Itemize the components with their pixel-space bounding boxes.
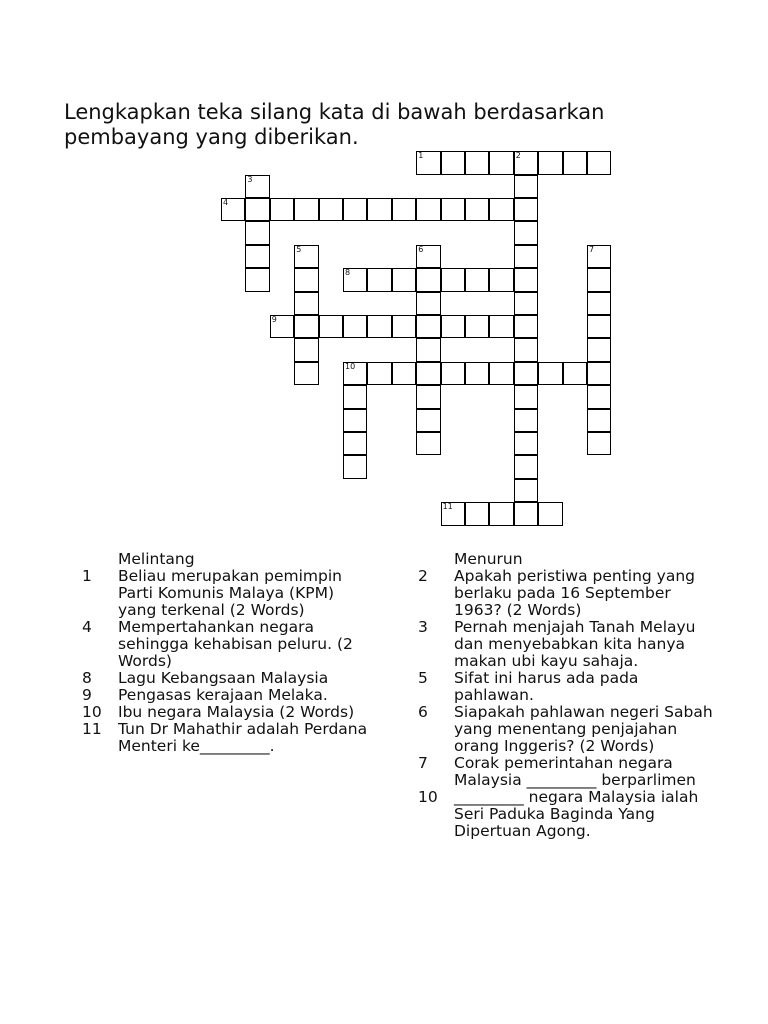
clue-number: 3	[418, 618, 428, 636]
grid-cell	[367, 268, 391, 291]
grid-cell	[441, 198, 465, 221]
grid-cell	[514, 315, 538, 338]
clue-text: Siapakah pahlawan negeri Sabah yang menentang penjajahan orang Inggeris? (2 Words)	[454, 703, 713, 755]
grid-cell	[465, 362, 489, 385]
grid-cell	[343, 409, 367, 432]
grid-cell	[514, 292, 538, 315]
clue-across-8	[82, 670, 374, 687]
grid-cell	[416, 409, 440, 432]
grid-cell	[416, 245, 440, 268]
clue-text: Apakah peristiwa penting yang berlaku pada 16 September 1963? (2 Words)	[454, 567, 696, 619]
grid-cell	[514, 221, 538, 244]
grid-cell	[514, 385, 538, 408]
clue-text: Corak pemerintahan negara Malaysia _________ berparlimen	[454, 754, 696, 789]
grid-cell	[367, 315, 391, 338]
grid-cell	[514, 455, 538, 478]
grid-cell	[441, 268, 465, 291]
grid-cell	[489, 151, 513, 174]
grid-cell	[514, 175, 538, 198]
grid-cell	[221, 198, 245, 221]
clue-text: Sifat ini harus ada pada pahlawan.	[454, 669, 639, 704]
grid-cell	[245, 268, 269, 291]
grid-cell	[416, 292, 440, 315]
clue-text: Ibu negara Malaysia (2 Words)	[118, 703, 355, 721]
grid-cell	[538, 362, 562, 385]
clue-number: 8	[82, 669, 92, 687]
grid-cell	[367, 198, 391, 221]
clue-down-5	[418, 670, 718, 704]
grid-cell	[392, 268, 416, 291]
grid-cell	[416, 362, 440, 385]
grid-cell	[294, 315, 318, 338]
grid-cell	[514, 338, 538, 361]
clue-text: Pernah menjajah Tanah Melayu dan menyebabkan kita hanya makan ubi kayu sahaja.	[454, 618, 696, 670]
grid-cell	[587, 385, 611, 408]
clue-down-3	[418, 619, 718, 670]
clue-across-1	[82, 568, 374, 619]
grid-cell	[563, 151, 587, 174]
grid-cell	[587, 315, 611, 338]
grid-cell	[294, 245, 318, 268]
grid-cell	[245, 175, 269, 198]
grid-cell	[319, 198, 343, 221]
grid-cell	[563, 362, 587, 385]
cell-number: 10	[345, 361, 356, 371]
cell-number: 2	[515, 151, 521, 161]
clue-across-10	[82, 704, 374, 721]
grid-cell	[416, 198, 440, 221]
grid-cell	[343, 385, 367, 408]
cell-number: 7	[589, 244, 595, 254]
grid-cell	[587, 409, 611, 432]
grid-cell	[489, 502, 513, 525]
grid-cell	[465, 151, 489, 174]
across-clues	[82, 551, 374, 755]
grid-cell	[587, 245, 611, 268]
clue-across-11	[82, 721, 374, 755]
grid-cell	[367, 362, 391, 385]
grid-cell	[514, 245, 538, 268]
grid-cell	[538, 151, 562, 174]
grid-cell	[343, 198, 367, 221]
clue-down-2	[418, 568, 718, 619]
cell-number: 8	[345, 268, 351, 278]
grid-cell	[587, 338, 611, 361]
grid-cell	[489, 268, 513, 291]
grid-cell	[416, 385, 440, 408]
grid-cell	[489, 362, 513, 385]
grid-cell	[294, 292, 318, 315]
grid-cell	[514, 198, 538, 221]
grid-cell	[392, 198, 416, 221]
grid-cell	[245, 221, 269, 244]
clue-number: 6	[418, 703, 428, 721]
down-heading: Menurun	[454, 550, 523, 568]
grid-cell	[514, 479, 538, 502]
grid-cell	[294, 268, 318, 291]
grid-cell	[514, 432, 538, 455]
grid-cell	[465, 315, 489, 338]
clue-number: 1	[82, 567, 92, 585]
grid-cell	[514, 409, 538, 432]
across-heading: Melintang	[118, 550, 195, 568]
grid-cell	[441, 502, 465, 525]
grid-cell	[465, 502, 489, 525]
grid-cell	[489, 315, 513, 338]
cell-number: 1	[418, 151, 424, 161]
grid-cell	[489, 198, 513, 221]
clue-text: Lagu Kebangsaan Malaysia	[118, 669, 329, 687]
grid-cell	[441, 362, 465, 385]
clue-number: 7	[418, 754, 428, 772]
cell-number: 11	[442, 502, 453, 512]
grid-cell	[319, 315, 343, 338]
clue-text: Mempertahankan negara sehingga kehabisan peluru. (2 Words)	[118, 618, 353, 670]
cell-number: 5	[296, 244, 302, 254]
down-clues	[418, 551, 718, 840]
grid-cell	[441, 315, 465, 338]
grid-cell	[416, 151, 440, 174]
grid-cell	[514, 151, 538, 174]
clue-number: 10	[418, 788, 438, 806]
clue-across-4	[82, 619, 374, 670]
clue-down-10	[418, 789, 718, 840]
grid-cell	[392, 315, 416, 338]
clue-number: 4	[82, 618, 92, 636]
grid-cell	[587, 362, 611, 385]
clue-text: Tun Dr Mahathir adalah Perdana Menteri ke_________.	[118, 720, 368, 755]
clue-number: 5	[418, 669, 428, 687]
grid-cell	[514, 268, 538, 291]
clue-number: 11	[82, 720, 102, 738]
grid-cell	[245, 198, 269, 221]
grid-cell	[416, 268, 440, 291]
grid-cell	[392, 362, 416, 385]
grid-cell	[587, 292, 611, 315]
grid-cell	[587, 151, 611, 174]
grid-cell	[465, 198, 489, 221]
grid-cell	[538, 502, 562, 525]
clue-down-6	[418, 704, 718, 755]
clue-text: _________ negara Malaysia ialah Seri Paduka Baginda Yang Dipertuan Agong.	[454, 788, 699, 840]
clue-number: 2	[418, 567, 428, 585]
grid-cell	[270, 315, 294, 338]
worksheet-title: Lengkapkan teka silang kata di bawah berdasarkan pembayang yang diberikan.	[64, 100, 605, 149]
grid-cell	[343, 268, 367, 291]
clue-text: Pengasas kerajaan Melaka.	[118, 686, 328, 704]
grid-cell	[294, 362, 318, 385]
grid-cell	[587, 268, 611, 291]
clue-text: Beliau merupakan pemimpin Parti Komunis Malaya (KPM) yang terkenal (2 Words)	[118, 567, 343, 619]
grid-cell	[294, 338, 318, 361]
grid-cell	[270, 198, 294, 221]
grid-cell	[343, 362, 367, 385]
grid-cell	[465, 268, 489, 291]
grid-cell	[441, 151, 465, 174]
grid-cell	[514, 502, 538, 525]
clue-down-7	[418, 755, 718, 789]
cell-number: 6	[418, 244, 424, 254]
grid-cell	[587, 432, 611, 455]
clue-number: 10	[82, 703, 102, 721]
grid-cell	[416, 432, 440, 455]
grid-cell	[343, 432, 367, 455]
clue-across-9	[82, 687, 374, 704]
grid-cell	[514, 362, 538, 385]
cell-number: 9	[271, 315, 277, 324]
grid-cell	[245, 245, 269, 268]
grid-cell	[294, 198, 318, 221]
grid-cell	[343, 315, 367, 338]
grid-cell	[416, 315, 440, 338]
cell-number: 3	[247, 174, 253, 184]
clue-number: 9	[82, 686, 92, 704]
cell-number: 4	[223, 198, 229, 207]
grid-cell	[343, 455, 367, 478]
grid-cell	[416, 338, 440, 361]
